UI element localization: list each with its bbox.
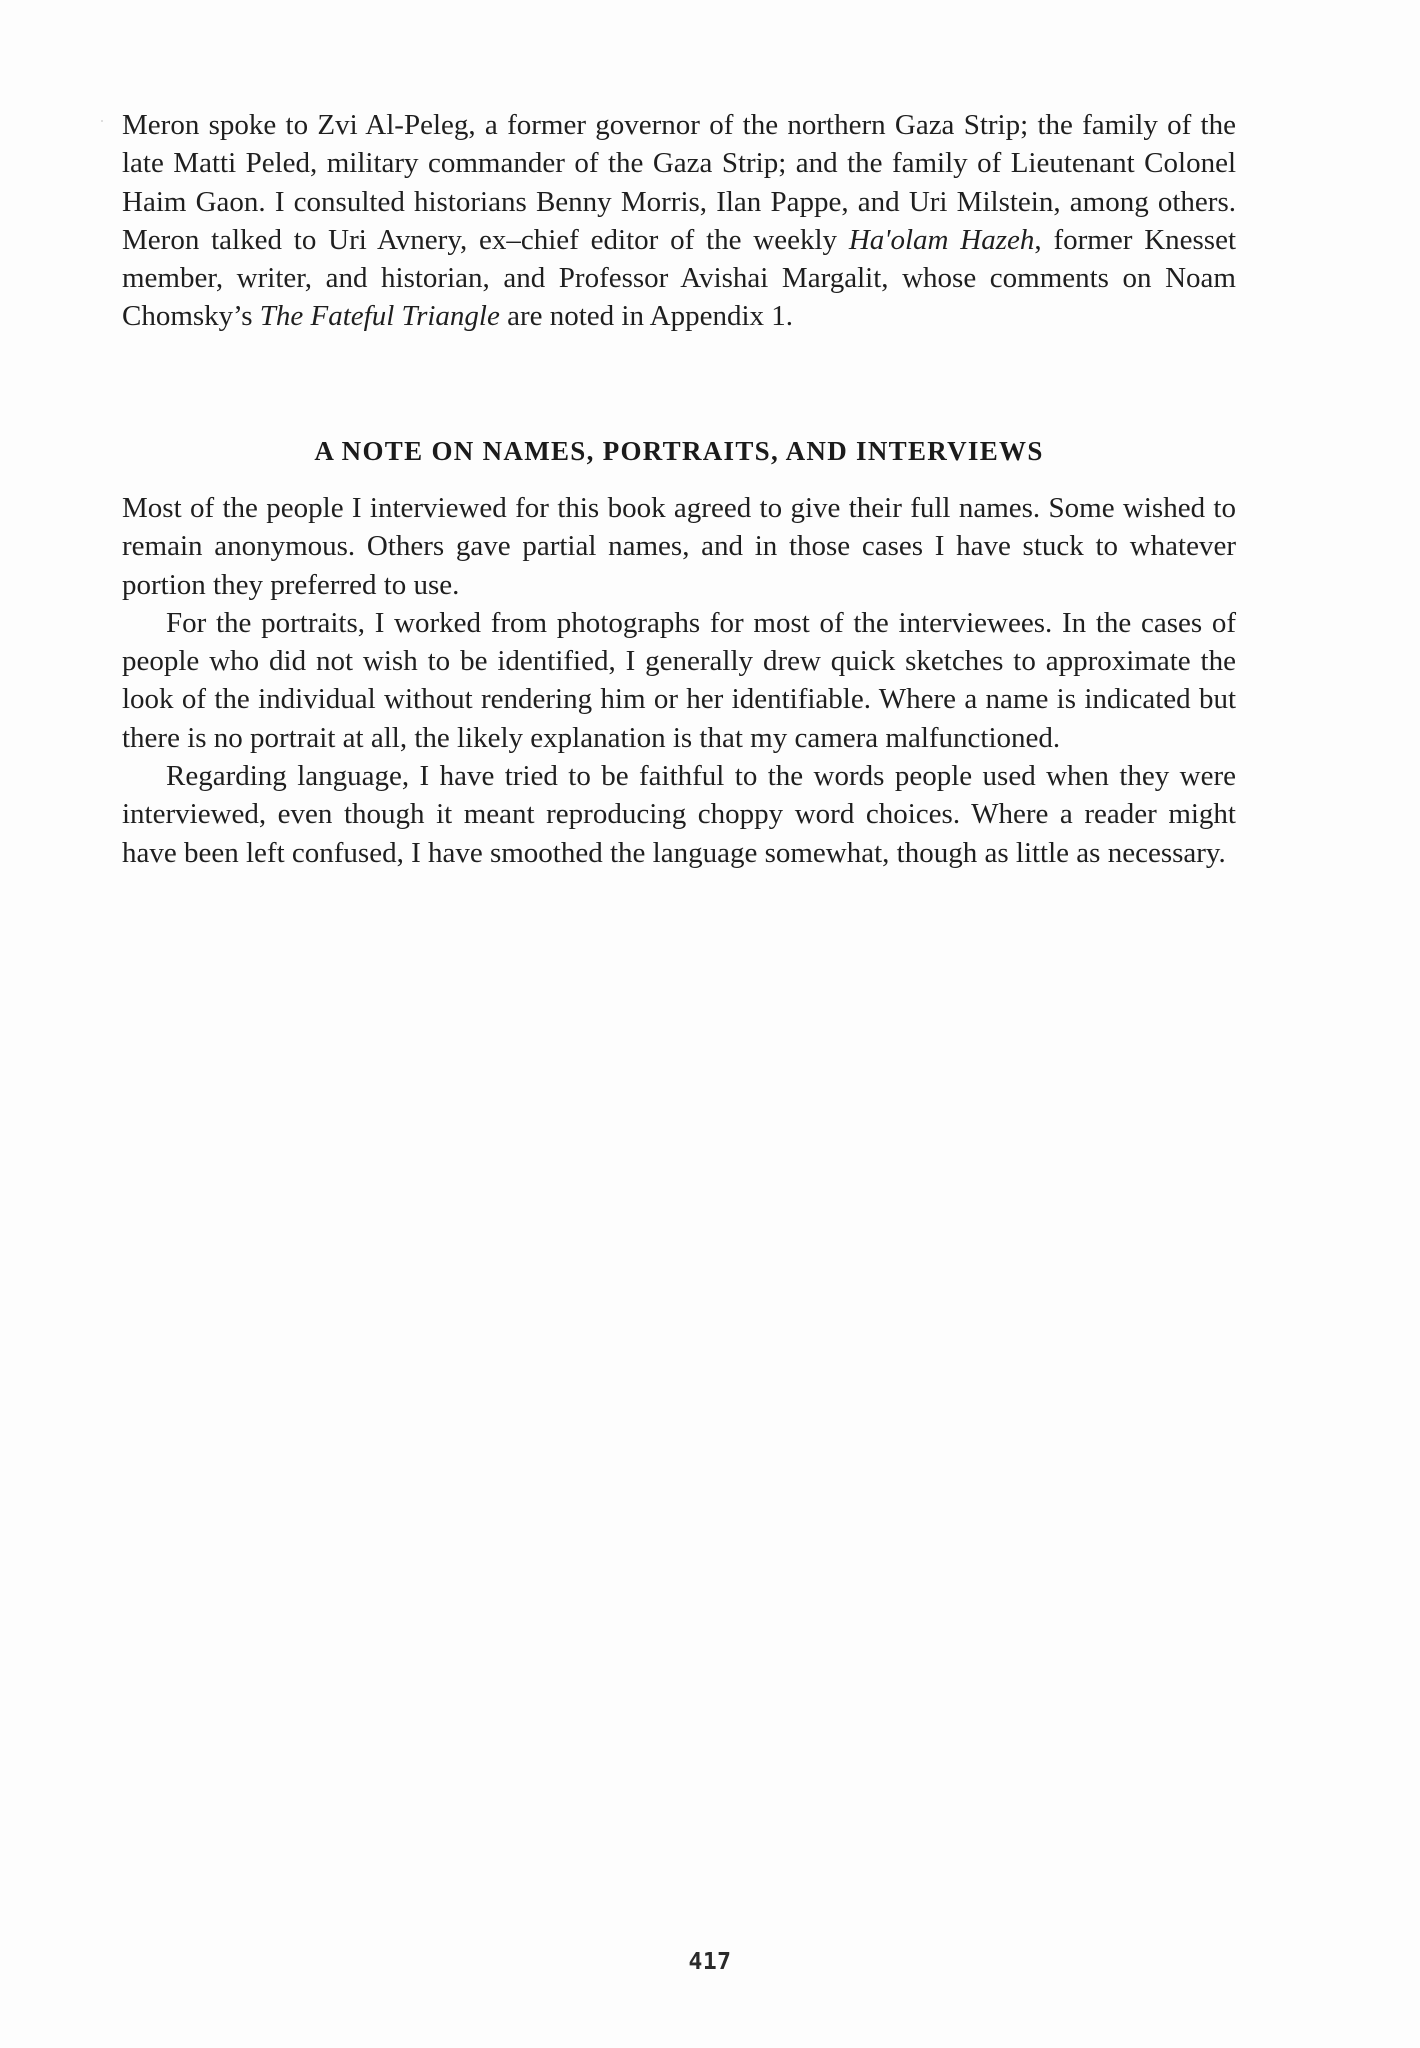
notes-text-block — [122, 489, 1236, 872]
intro-title-haolam-hazeh: Ha'olam Hazeh — [848, 223, 1035, 256]
notes-paragraph-names: Most of the people I interviewed for this book agreed to give their full names. Some wished to remain anonymous. Others gave partial names, and in those cases I have stuck to whatever portion they preferred to use. — [122, 492, 1236, 601]
page-number: 417 — [688, 1949, 732, 1975]
section-heading: A NOTE ON NAMES, PORTRAITS, AND INTERVIEWS — [314, 436, 1044, 466]
intro-paragraph — [122, 106, 1236, 336]
intro-text-part-3: are noted in Appendix 1. — [499, 300, 794, 333]
scan-speck — [101, 120, 103, 122]
intro-title-fateful-triangle: The Fateful Triangle — [259, 300, 500, 333]
intro-text-block — [122, 106, 1236, 336]
intro-text-part-1: Meron spoke to Zvi Al-Peleg, a former governor of the northern Gaza Strip; the family of the late Matti Peled, military commander of the Gaza Strip; and the family of Lieutenant Colonel Haim Gaon. I consulted historians Benny Morris, Ilan Pappe, and Uri Milstein, among others. Meron talked to Uri Avnery, ex–chief editor of the weekly — [122, 109, 1236, 256]
intro-text-part-2: , former Knesset member, writer, and historian, and Professor Avishai Margalit, whose comments on Noam Chomsky’s — [122, 223, 1237, 333]
notes-paragraph-language: Regarding language, I have tried to be faithful to the words people used when they were interviewed, even though it meant reproducing choppy word choices. Where a reader might have been left confused, I have smoothed the language somewhat, though as little as necessary. — [122, 760, 1236, 869]
notes-paragraph-portraits: For the portraits, I worked from photographs for most of the interviewees. In the cases of people who did not wish to be identified, I generally drew quick sketches to approximate the look of the individual without rendering him or her identifiable. Where a name is indicated but there is no portrait at all, the likely explanation is that my camera malfunctioned. — [122, 606, 1236, 754]
